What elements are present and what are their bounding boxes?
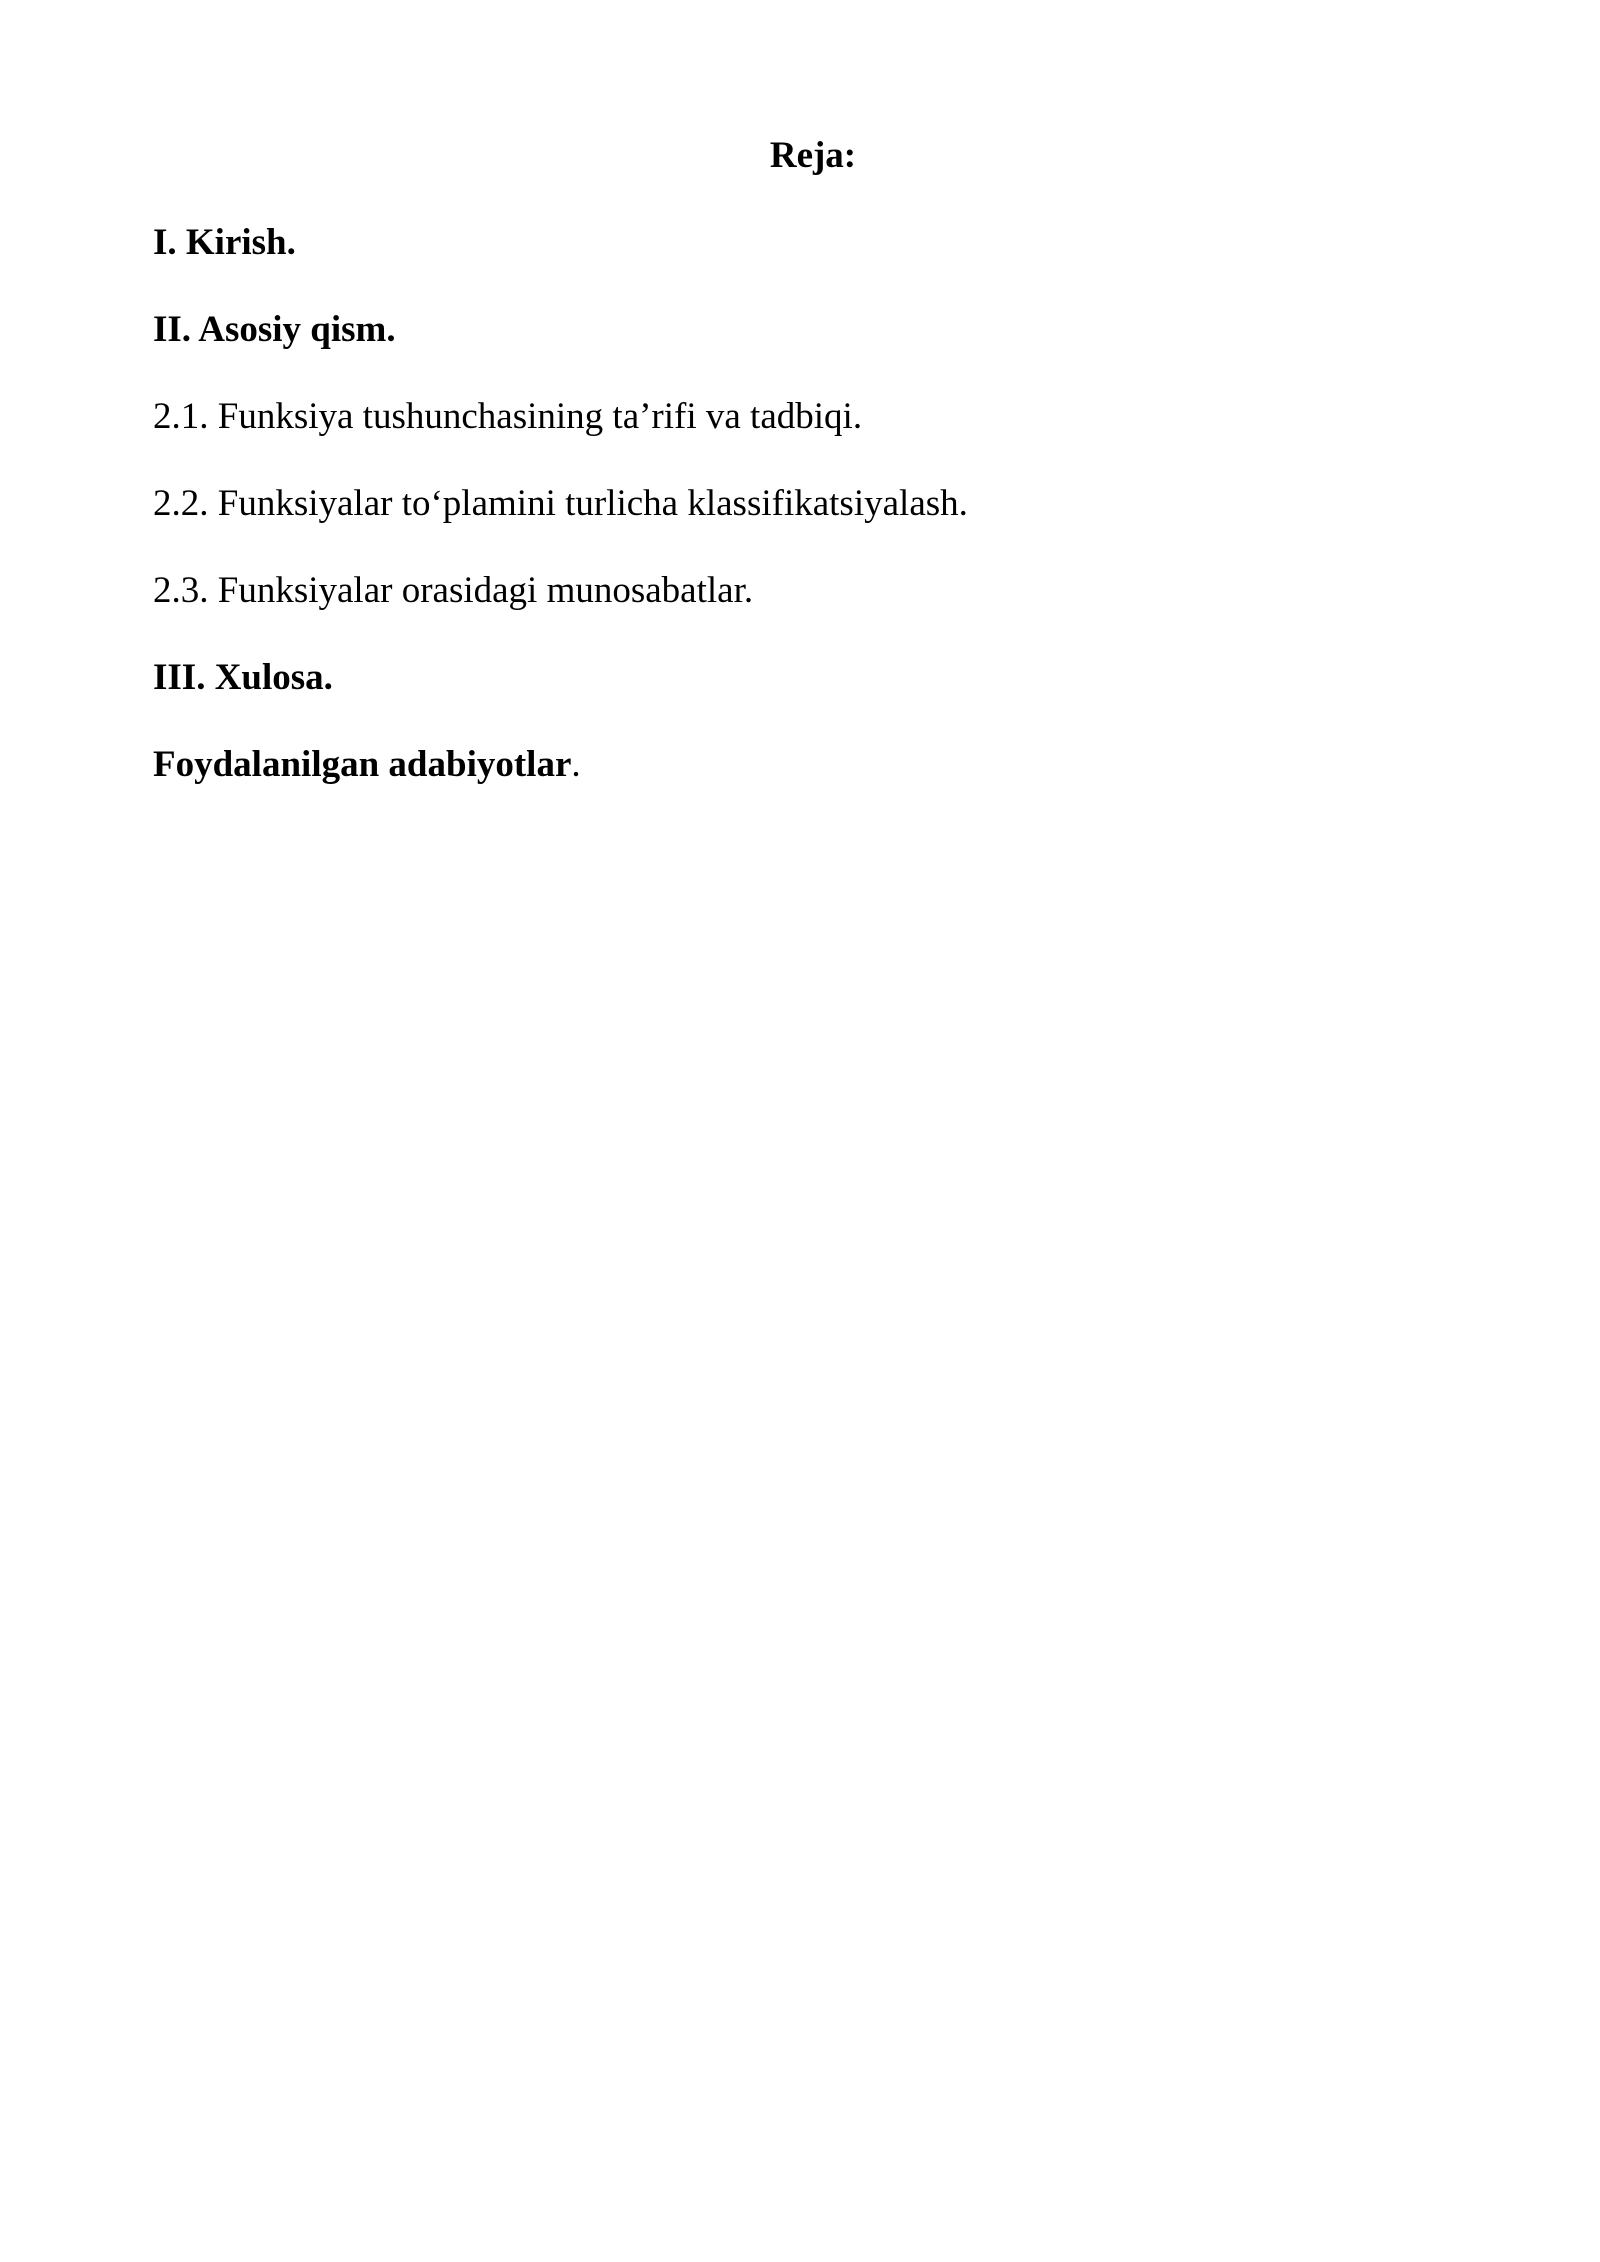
references-period: .	[571, 744, 581, 785]
outline-item-2-1: 2.1. Funksiya tushunchasining ta’rifi va tadbiqi.	[153, 396, 863, 437]
outline-item-introduction: I. Kirish.	[153, 222, 296, 263]
plan-title: Reja:	[769, 135, 857, 176]
outline-item-main-part: II. Asosiy qism.	[153, 309, 396, 350]
outline-item-2-3: 2.3. Funksiyalar orasidagi munosabatlar.	[153, 570, 754, 611]
outline-item-2-2: 2.2. Funksiyalar to‘plamini turlicha klassifikatsiyalash.	[153, 483, 968, 524]
outline-item-references	[153, 739, 581, 791]
outline-item-conclusion: III. Xulosa.	[153, 657, 333, 698]
references-label: Foydalanilgan adabiyotlar	[153, 744, 572, 785]
